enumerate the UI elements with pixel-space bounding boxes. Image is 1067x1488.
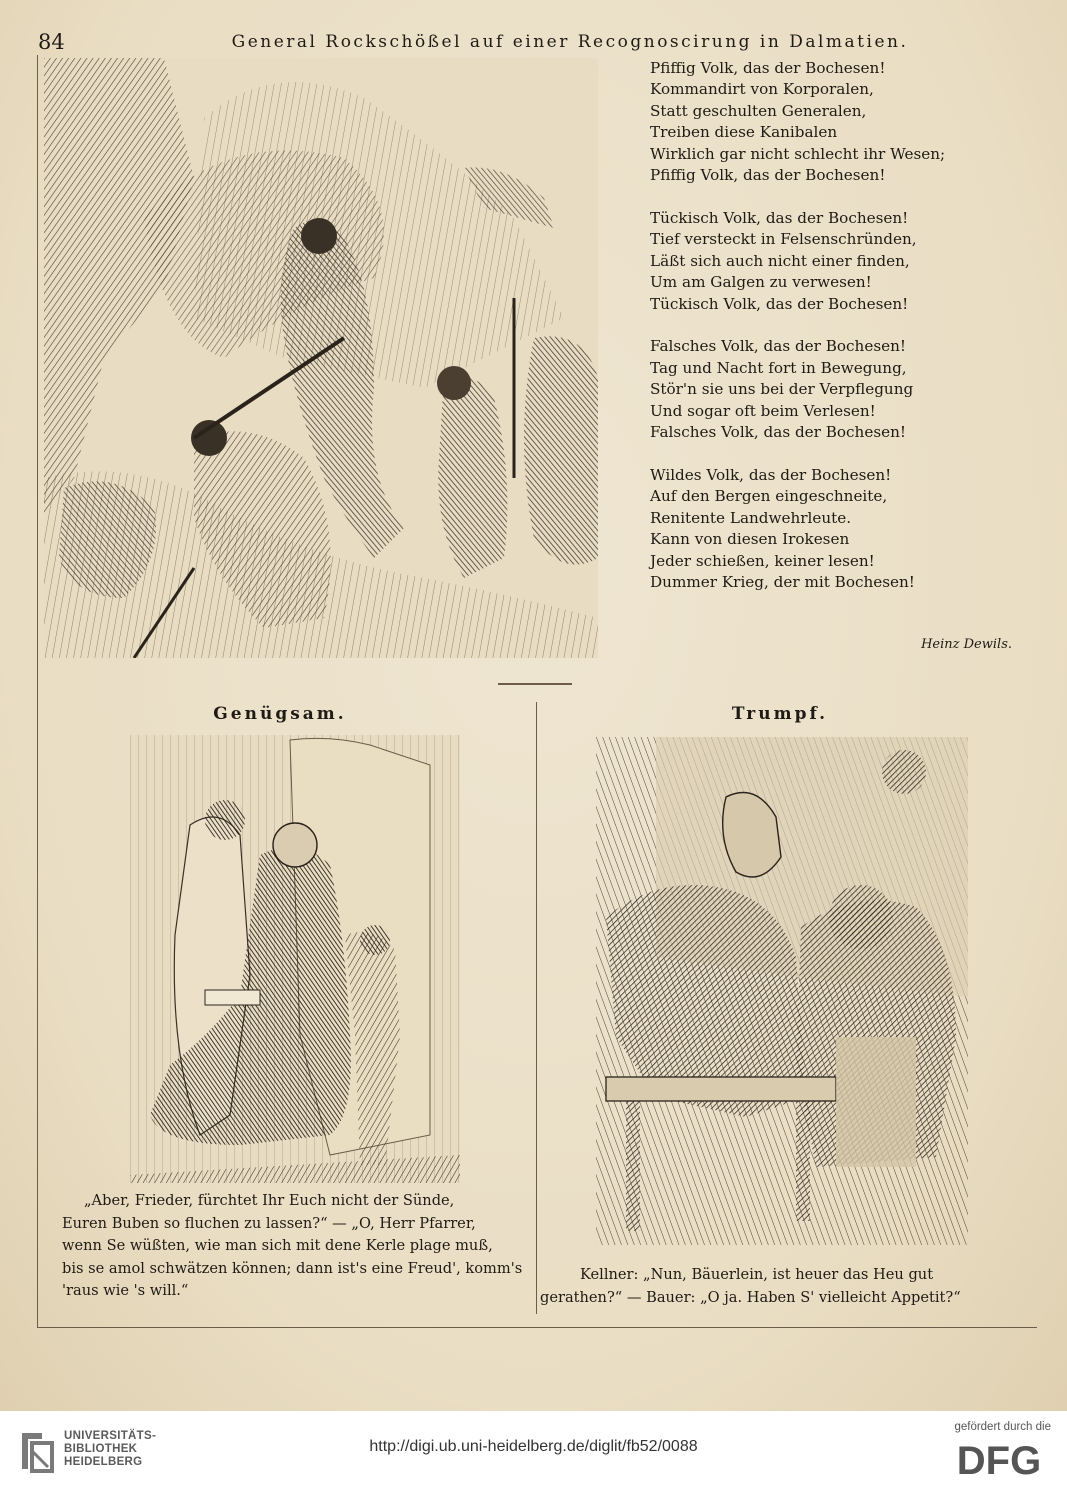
poem-line: Kommandirt von Korporalen, bbox=[650, 80, 874, 99]
illustration-mountain-ambush bbox=[44, 58, 598, 658]
funding-note: gefördert durch die bbox=[954, 1421, 1051, 1433]
poem-author: Heinz Dewils. bbox=[921, 637, 1012, 652]
caption-left bbox=[62, 1190, 524, 1303]
poem-stanza bbox=[650, 336, 1050, 443]
frame-left-rule bbox=[37, 55, 38, 1327]
poem-line: Pfiffig Volk, das der Bochesen! bbox=[650, 165, 886, 184]
cartoon-title-right: Trumpf. bbox=[731, 704, 829, 724]
poem-line: Kann von diesen Irokesen bbox=[650, 530, 850, 549]
poem-stanza bbox=[650, 208, 1050, 315]
caption-line: 'raus wie 's will.“ bbox=[62, 1282, 189, 1300]
running-title: General Rockschößel auf einer Recognoscirung in Dalmatien. bbox=[231, 32, 909, 52]
viewer-footer bbox=[0, 1411, 1067, 1488]
poem-line: Jeder schießen, keiner lesen! bbox=[650, 551, 875, 570]
poem-stanza bbox=[650, 58, 1050, 186]
poem-line: Tückisch Volk, das der Bochesen! bbox=[650, 208, 909, 227]
poem-line: Tief versteckt in Felsenschründen, bbox=[650, 230, 917, 249]
page-number: 84 bbox=[38, 30, 65, 54]
caption-line: wenn Se wüßten, wie man sich mit dene Kerle plage muß, bbox=[62, 1237, 493, 1255]
column-divider bbox=[536, 702, 537, 1314]
caption-line: Euren Buben so fluchen zu lassen?“ — „O, Herr Pfarrer, bbox=[62, 1214, 476, 1232]
poem-line: Falsches Volk, das der Bochesen! bbox=[650, 423, 906, 442]
caption-line: „Aber, Frieder, fürchtet Ihr Euch nicht der Sünde, bbox=[84, 1192, 455, 1209]
poem-line: Auf den Bergen eingeschneite, bbox=[650, 487, 888, 506]
poem-line: Falsches Volk, das der Bochesen! bbox=[650, 337, 906, 356]
permalink-url[interactable]: http://digi.ub.uni-heidelberg.de/diglit/fb52/0088 bbox=[369, 1438, 698, 1455]
dfg-logo bbox=[947, 1439, 1051, 1479]
poem-line: Wildes Volk, das der Bochesen! bbox=[650, 466, 892, 485]
caption-line: gerathen?“ — Bauer: „O ja. Haben S' vielleicht Appetit?“ bbox=[540, 1288, 961, 1306]
illustration-pastor-scene bbox=[130, 735, 460, 1183]
poem-line: Pfiffig Volk, das der Bochesen! bbox=[650, 59, 886, 77]
poem-line: Läßt sich auch nicht einer finden, bbox=[650, 251, 910, 270]
poem-line: Treiben diese Kanibalen bbox=[650, 123, 838, 142]
poem-line: Und sogar oft beim Verlesen! bbox=[650, 401, 876, 420]
poem-line: Um am Galgen zu verwesen! bbox=[650, 273, 872, 292]
section-divider bbox=[498, 683, 572, 685]
caption-line: Kellner: „Nun, Bäuerlein, ist heuer das Heu gut bbox=[580, 1266, 934, 1283]
poem-line: Statt geschulten Generalen, bbox=[650, 101, 867, 120]
poem-line: Tückisch Volk, das der Bochesen! bbox=[650, 294, 909, 313]
frame-bottom-rule bbox=[37, 1327, 1037, 1328]
library-name: UNIVERSITÄTS- BIBLIOTHEK HEIDELBERG bbox=[64, 1430, 157, 1468]
poem-line: Dummer Krieg, der mit Bochesen! bbox=[650, 572, 915, 591]
poem-stanza bbox=[650, 465, 1050, 593]
svg-text:DFG: DFG bbox=[956, 1439, 1042, 1479]
cartoon-title-left: Genügsam. bbox=[213, 704, 347, 724]
poem-line: Renitente Landwehrleute. bbox=[650, 508, 852, 527]
poem-line: Tag und Nacht fort in Bewegung, bbox=[650, 358, 907, 377]
caption-line: bis se amol schwätzen können; dann ist's eine Freud', komm's bbox=[62, 1259, 523, 1277]
poem-line: Wirklich gar nicht schlecht ihr Wesen; bbox=[650, 144, 946, 163]
poem-line: Stör'n sie uns bei der Verpflegung bbox=[650, 380, 914, 399]
poem bbox=[650, 58, 1050, 615]
illustration-tavern-scene bbox=[596, 737, 968, 1245]
caption-right bbox=[540, 1264, 1032, 1309]
